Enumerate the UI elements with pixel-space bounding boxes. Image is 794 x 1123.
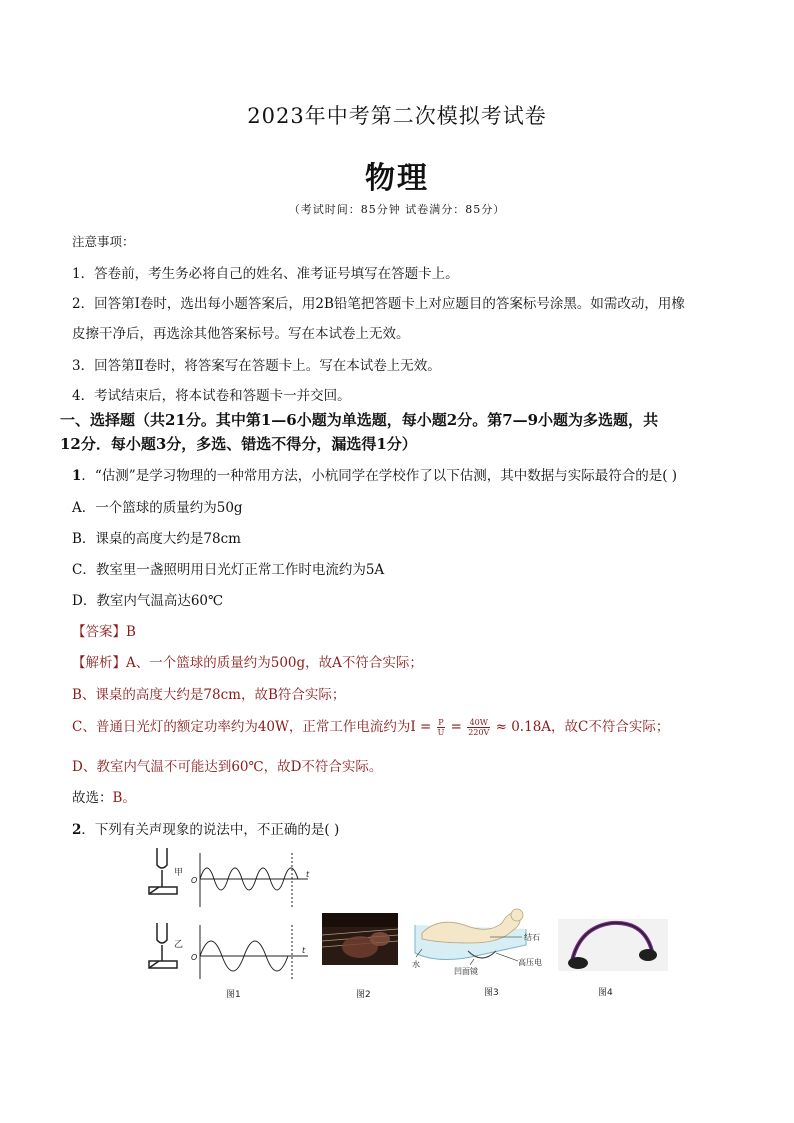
question-1-stem: [72, 464, 677, 484]
analysis-c-eq: =: [446, 719, 467, 735]
notes-heading: 注意事项：: [72, 234, 135, 249]
fraction-numerator: 40W: [467, 718, 490, 728]
answer-value: B: [126, 624, 136, 640]
option-c: C．教室里一盏照明用日光灯正常工作时电流约为5A: [72, 562, 385, 578]
figure-1: [149, 848, 310, 1000]
tuning-fork-top-icon: [149, 848, 177, 894]
subject-title: 物理: [365, 161, 429, 196]
label-high-voltage: 高压电: [518, 958, 542, 967]
analysis-c: [72, 715, 669, 737]
analysis-label: 【解析】: [72, 655, 126, 671]
option-d: D．教室内气温高达60℃: [72, 593, 224, 609]
figure-3: [412, 909, 542, 998]
caption-fig-2: 图2: [356, 990, 371, 1000]
answer-label: 【答案】: [72, 624, 126, 640]
exam-info: （考试时间：85分钟 试卷满分：85分）: [288, 203, 506, 216]
label-stone: 结石: [524, 933, 540, 942]
caption-fig-1: 图1: [226, 990, 241, 1000]
note-item-4: 4．考试结束后，将本试卷和答题卡一并交回。: [72, 388, 351, 404]
fraction-p-over-u: [437, 718, 446, 737]
question-2-number: 2: [72, 822, 82, 838]
choose-line: [72, 786, 136, 806]
tuning-fork-bottom-icon: [149, 923, 177, 968]
note-item-2-cont: 皮擦干净后，再选涂其他答案标号。写在本试卷上无效。: [72, 326, 410, 342]
fraction-numerator: P: [438, 718, 444, 727]
answer-line: [72, 620, 136, 640]
analysis-a: [72, 651, 423, 671]
axis-t-top: t: [306, 870, 310, 879]
fork-label-bottom: 乙: [174, 940, 184, 950]
analysis-c-post: ≈ 0.18A，故C不符合实际；: [491, 719, 670, 735]
choose-label: 故选：: [72, 790, 113, 806]
exam-title: 2023年中考第二次模拟考试卷: [247, 104, 547, 128]
analysis-a-text: A、一个篮球的质量约为500g，故A不符合实际；: [126, 655, 423, 671]
fraction-denominator: 220V: [468, 728, 490, 737]
axis-o-bottom: O: [191, 953, 198, 962]
fork-label-top: 甲: [174, 868, 184, 878]
note-item-3: 3．回答第Ⅱ卷时，将答案写在答题卡上。写在本试卷上无效。: [72, 358, 441, 374]
figure-4: [558, 919, 668, 998]
figures-svg: [140, 843, 680, 1003]
choose-value: B。: [112, 790, 136, 806]
question-1-text: ．“估测”是学习物理的一种常用方法，小杭同学在学校作了以下估测，其中数据与实际最符合的是( ): [81, 468, 678, 484]
label-water: 水: [412, 960, 420, 969]
section1-heading: 一、选择题（共21分。其中第1—6小题为单选题，每小题2分。第7—9小题为多选题，共: [60, 411, 659, 429]
note-item-1: 1．答卷前，考生务必将自己的姓名、准考证号填写在答题卡上。: [72, 266, 459, 282]
caption-fig-4: 图4: [598, 988, 613, 998]
fraction-denominator: U: [437, 728, 445, 737]
analysis-d: D、教室内气温不可能达到60℃，故D不符合实际。: [72, 759, 383, 775]
question-2-text: ．下列有关声现象的说法中，不正确的是( ): [81, 822, 340, 838]
fraction-40w-over-220v: [467, 718, 490, 737]
waveform-bottom: [200, 925, 308, 979]
label-concave-mirror: 凹面镜: [454, 967, 478, 976]
caption-fig-3: 图3: [484, 988, 499, 998]
axis-o-top: O: [191, 876, 198, 885]
question-2-figures: [140, 843, 680, 1003]
question-2-stem: [72, 818, 339, 838]
waveform-top: [200, 853, 308, 907]
analysis-b: B、课桌的高度大约是78cm，故B符合实际；: [72, 687, 346, 703]
option-a: A．一个篮球的质量约为50g: [72, 500, 243, 516]
analysis-c-pre: C、普通日光灯的额定功率约为40W，正常工作电流约为I =: [72, 719, 436, 735]
axis-t-bottom: t: [302, 946, 306, 955]
option-b: B．课桌的高度大约是78cm: [72, 531, 241, 547]
figure-2: [322, 913, 398, 1000]
question-1-number: 1: [72, 468, 82, 484]
note-item-2: 2．回答第Ⅰ卷时，选出每小题答案后，用2B铅笔把答题卡上对应题目的答案标号涂黑。如需改动，用橡: [72, 296, 685, 312]
section1-heading-cont: 12分．每小题3分，多选、错选不得分，漏选得1分）: [60, 435, 417, 453]
